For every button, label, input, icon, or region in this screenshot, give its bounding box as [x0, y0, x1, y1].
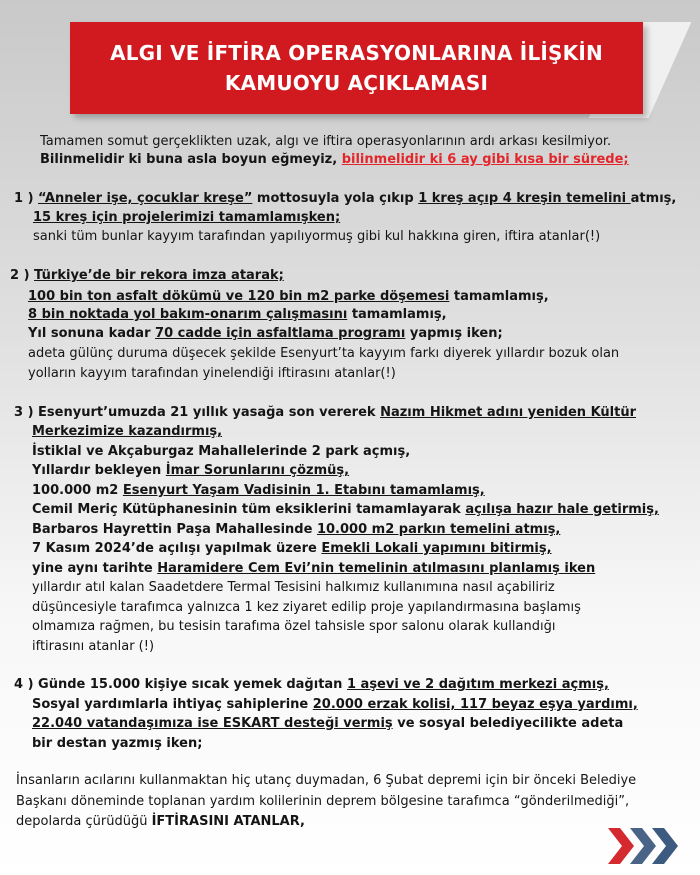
s2-maintenance: 8 bin noktada yol bakım-onarım çalışmasını — [28, 307, 348, 322]
s4-line-4: bir destan yazmış iken; — [32, 736, 203, 751]
s1-kres: 1 kreş açıp 4 kreşin temelini — [418, 191, 631, 206]
s3-line-9 — [32, 561, 595, 577]
double-chevron-right-icon — [608, 826, 684, 866]
s3-line-12: olmamıza rağmen, bu tesisin tarafıma özel tahsisle spor salonu olarak kullandığı — [32, 619, 556, 634]
s3-number: 3 ) — [14, 405, 39, 420]
s1-text-end: atmış, — [630, 191, 677, 206]
s3-line-8 — [32, 541, 552, 557]
s2-text: tamamlamış, — [449, 289, 549, 304]
s3-cemevi: Haramidere Cem Evi’nin temelinin atılmasını planlamış iken — [157, 561, 596, 576]
s3-text: Yıllardır bekleyen — [32, 463, 166, 478]
s3-text: Esenyurt’umuzda 21 yıllık yasağa son vererek — [38, 405, 381, 420]
chevron-1 — [608, 828, 634, 864]
s3-library: açılışa hazır hale getirmiş, — [465, 502, 659, 517]
s3-line-13: iftirasını atanlar (!) — [32, 639, 155, 654]
s4-text: Günde 15.000 kişiye sıcak yemek dağıtan — [38, 677, 347, 692]
s2-text-end: yapmış iken; — [405, 326, 503, 341]
s3-text: Cemil Meriç Kütüphanesinin tüm eksiklerini tamamlayarak — [32, 502, 466, 517]
s3-line-6 — [32, 502, 659, 518]
s1-line-3: sanki tüm bunlar kayyım tarafından yapılıyormuş gibi kul hakkına giren, iftira atanlar(!) — [33, 229, 601, 244]
s4-line-3 — [32, 716, 623, 732]
s4-line-2 — [32, 697, 638, 713]
s3-lokal: Emekli Lokali yapımını bitirmiş, — [321, 541, 552, 556]
s3-park: 10.000 m2 parkın temelini atmış, — [316, 522, 561, 537]
s2-line-4 — [28, 326, 503, 342]
s4-text: ve sosyal belediyecilikte adeta — [392, 716, 624, 731]
s4-asevi: 1 aşevi ve 2 dağıtım merkezi açmış, — [346, 677, 609, 692]
s3-line-3: İstiklal ve Akçaburgaz Mahallelerinde 2 park açmış, — [32, 444, 411, 459]
s1-text: mottosuyla yola çıkıp — [252, 191, 419, 206]
s2-asphalt: 100 bin ton asfalt dökümü ve 120 bin m2 parke döşemesi — [28, 289, 450, 304]
s3-nazim-cont: Merkezimize kazandırmış, — [32, 424, 223, 439]
s3-text: 100.000 m2 — [32, 483, 123, 498]
closing-line-3 — [16, 814, 305, 830]
title-line-2: KAMUOYU AÇIKLAMASI — [224, 71, 489, 95]
s3-vadi: Esenyurt Yaşam Vadisinin 1. Etabını tamamlamış, — [122, 483, 485, 498]
s3-line-11: düşüncesiyle tarafımca yalnızca 1 kez ziyaret edilip proje yapılandırmasına başlamış — [32, 600, 581, 615]
s3-line-1 — [14, 405, 636, 421]
intro-text: Bilinmelidir ki buna asla boyun eğmeyiz, — [40, 152, 342, 167]
s4-line-1 — [14, 677, 609, 693]
s3-nazim: Nazım Hikmet adını yeniden Kültür — [380, 405, 637, 420]
closing-line-2: Başkanı döneminde toplanan yardım kolilerinin deprem bölgesine tarafımca “gönderilmediği”, — [16, 794, 630, 809]
s2-text: tamamlamış, — [347, 307, 447, 322]
s2-line-2 — [28, 289, 549, 305]
closing-text: depolarda çürüdüğü — [16, 814, 152, 829]
s3-line-7 — [32, 522, 560, 538]
s3-line-4 — [32, 463, 349, 479]
intro-line-2 — [40, 152, 629, 168]
s3-line-2 — [32, 424, 222, 440]
s4-text: Sosyal yardımlarla ihtiyaç sahiplerine — [32, 697, 313, 712]
s2-line-6: yolların kayyım tarafından yinelendiği iftirasını atanlar(!) — [28, 366, 396, 381]
s2-line-5: adeta gülünç duruma düşecek şekilde Esenyurt’ta kayyım farkı diyerek yıllardır bozuk olan — [28, 346, 620, 361]
s3-imar: İmar Sorunlarını çözmüş, — [165, 463, 350, 478]
s1-line-2 — [33, 210, 340, 226]
s3-line-5 — [32, 483, 485, 499]
s3-text: 7 Kasım 2024’de açılışı yapılmak üzere — [32, 541, 322, 556]
s3-text: yine aynı tarihte — [32, 561, 158, 576]
s4-number: 4 ) — [14, 677, 39, 692]
s3-line-10: yıllardır atıl kalan Saadetdere Termal Tesisini halkımız kullanımına nasıl açabiliriz — [32, 580, 555, 595]
s1-line-1 — [14, 191, 676, 207]
title-line-1: ALGI VE İFTİRA OPERASYONLARINA İLİŞKİN — [110, 41, 603, 65]
intro-line-1: Tamamen somut gerçeklikten uzak, algı ve iftira operasyonlarının ardı arkası kesilmiyor. — [40, 134, 612, 149]
title-banner — [70, 22, 643, 114]
intro-highlight: bilinmelidir ki 6 ay gibi kısa bir sürede; — [341, 152, 629, 167]
s2-text: Yıl sonuna kadar — [28, 326, 156, 341]
s4-erzak: 20.000 erzak kolisi, 117 beyaz eşya yardımı, — [312, 697, 638, 712]
s2-program: 70 cadde için asfaltlama programı — [155, 326, 406, 341]
closing-bold: İFTİRASINI ATANLAR, — [151, 814, 305, 829]
closing-line-1: İnsanların acılarını kullanmaktan hiç utanç duymadan, 6 Şubat depremi için bir önceki Belediye — [16, 773, 637, 788]
s2-number: 2 ) — [10, 268, 35, 283]
s2-line-3 — [28, 307, 447, 323]
s1-projects: 15 kreş için projelerimizi tamamlamışken; — [33, 210, 341, 225]
s2-line-1 — [10, 268, 284, 284]
s3-text: Barbaros Hayrettin Paşa Mahallesinde — [32, 522, 317, 537]
s2-record: Türkiye’de bir rekora imza atarak; — [34, 268, 284, 283]
s1-number: 1 ) — [14, 191, 39, 206]
s1-motto: “Anneler işe, çocuklar kreşe” — [38, 191, 253, 206]
s4-eskart: 22.040 vatandaşımıza ise ESKART desteği vermiş — [32, 716, 393, 731]
